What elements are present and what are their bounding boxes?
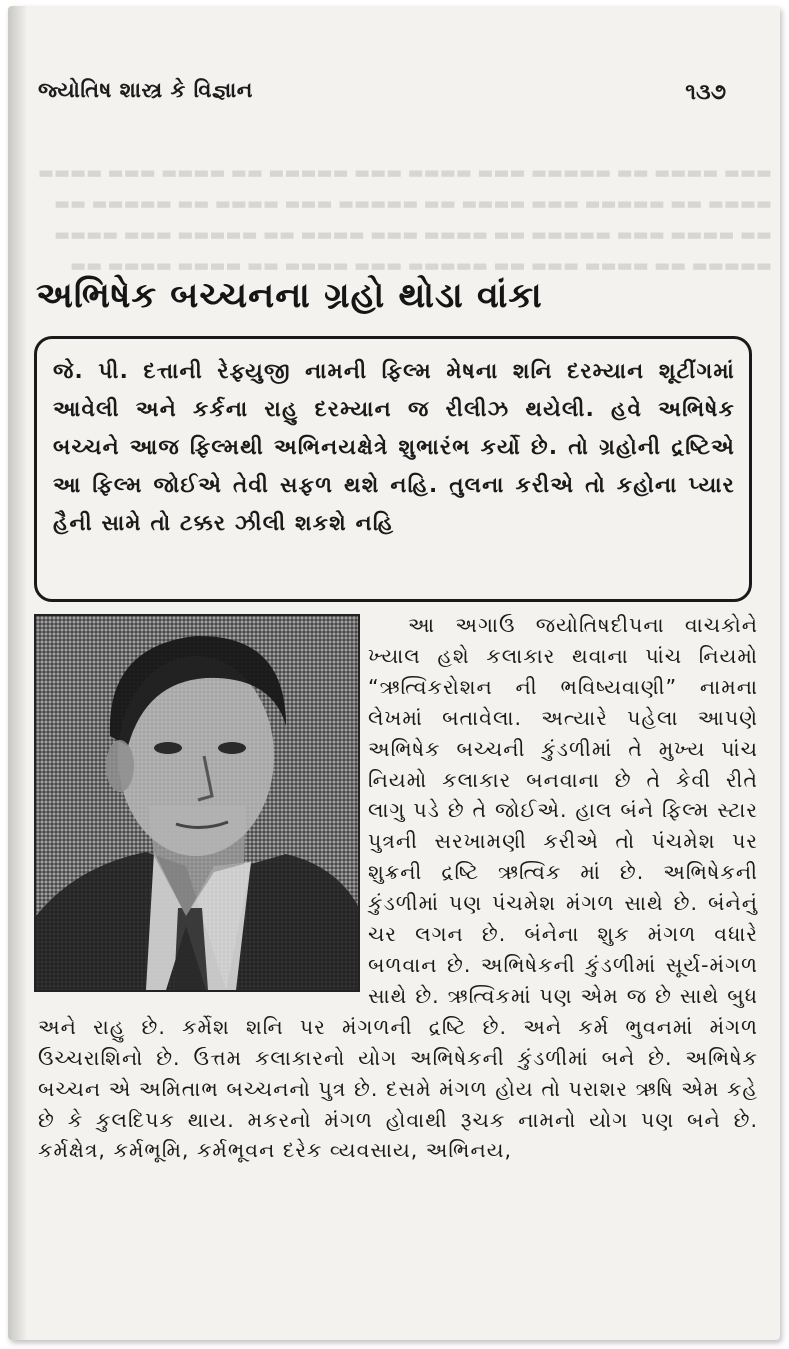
article-body [38,610,758,1166]
body-paragraph: આ અગાઉ જયોતિષદીપના વાચકોને ખ્યાલ હશે કલાકાર થવાના પાંચ નિયમો “ઋત્વિકરોશન ની ભવિષ્યવાણી” નામના લેખમાં બતાવેલા. અત્યારે પહેલા આપણે અભિષેક બચ્ચની કુંડળીમાં તે મુખ્ય પાંચ નિયમો કલાકાર બનવાના છે તે કેવી રીતે લાગુ પડે છે તે જોઈએ. હાલ બંને ફિલ્મ સ્ટાર પુત્રની સરખામણી કરીએ તો પંચમેશ પર શુક્રની દ્રષ્ટિ ઋત્વિક માં છે. અભિષેકની કુંડળીમાં પણ પંચમેશ મંગળ સાથે છે. બંનેનું ચર લગન છે. બંનેના શુક મંગળ વધારે બળવાન છે. અભિષેકની કુંડળીમાં સૂર્ય-મંગળ સાથે છે. ઋત્વિકમાં પણ એમ જ છે સાથે બુધ અને રાહુ છે. કર્મેશ શનિ પર મંગળની દ્રષ્ટિ છે. અને કર્મ ભુવનમાં મંગળ ઉચ્ચરાશિનો છે. ઉત્તમ કલાકારનો યોગ અભિષેકની કુંડળીમાં બને છે. અભિષેક બચ્ચન એ અમિતાભ બચ્ચનનો પુત્ર છે. દસમે મંગળ હોય તો પરાશર ઋષિ એમ કહે છે કે કુલદિપક થાય. મકરનો મંગળ હોવાથી રૂચક નામનો યોગ પણ બને છે. કર્મક્ષેત્ર, કર્મભૂમિ, કર્મભૂવન દરેક વ્યવસાય, અભિનય, [38,613,758,1163]
bleed-through-texture: ▬▬▬ ▬▬▬▬ ▬▬ ▬▬▬▬▬ ▬▬▬ ▬▬▬▬ ▬▬▬ ▬▬▬▬▬ ▬▬ ▬▬▬▬ ▬▬▬ ▬▬▬▬ ▬▬▬▬ ▬▬ ▬▬▬▬▬ ▬▬▬ ▬▬▬▬ ▬▬ ▬▬▬▬▬ ▬▬▬ ▬▬▬▬ ▬▬ ▬▬▬▬▬ ▬▬ ▬▬ ▬▬▬▬ ▬▬▬ ▬▬▬▬▬ ▬▬ ▬▬▬▬ ▬▬▬ ▬▬▬▬ ▬▬ ▬▬▬▬▬ ▬▬▬ ▬▬▬▬ ▬▬▬▬▬ ▬▬ ▬▬▬▬ ▬▬▬ ▬▬ ▬▬▬▬▬ ▬▬▬ ▬▬▬▬ ▬▬ ▬▬▬▬ ▬▬▬▬ ▬▬ [37,163,772,276]
article-heading: અભિષેક બચ્ચનના ગ્રહો થોડા વાંકા [36,276,543,316]
book-page [8,6,780,1340]
summary-box [34,336,752,602]
page-gutter-shadow [8,6,26,1340]
running-title: જ્યોતિષ શાસ્ત્ર કે વિજ્ઞાન [38,78,253,102]
page-number: ૧૩૭ [685,80,726,105]
summary-text: જે. પી. દત્તાની રેફ્યુજી નામની ફિલ્મ મેષના શનિ દરમ્યાન શૂટીંગમાં આવેલી અને કર્કના રાહુ દરમ્યાન જ રીલીઝ થયેલી. હવે અભિષેક બચ્ચને આજ ફિલ્મથી અભિનયક્ષેત્રે શુભારંભ કર્યો છે. તો ગ્રહોની દ્રષ્ટિએ આ ફિલ્મ જોઈએ તેવી સફળ થશે નહિ. તુલના કરીએ તો કહોના પ્યાર હૈની સામે તો ટક્કર ઝીલી શકશે નહિ [53,359,735,536]
photo-wrap-spacer [38,610,368,994]
